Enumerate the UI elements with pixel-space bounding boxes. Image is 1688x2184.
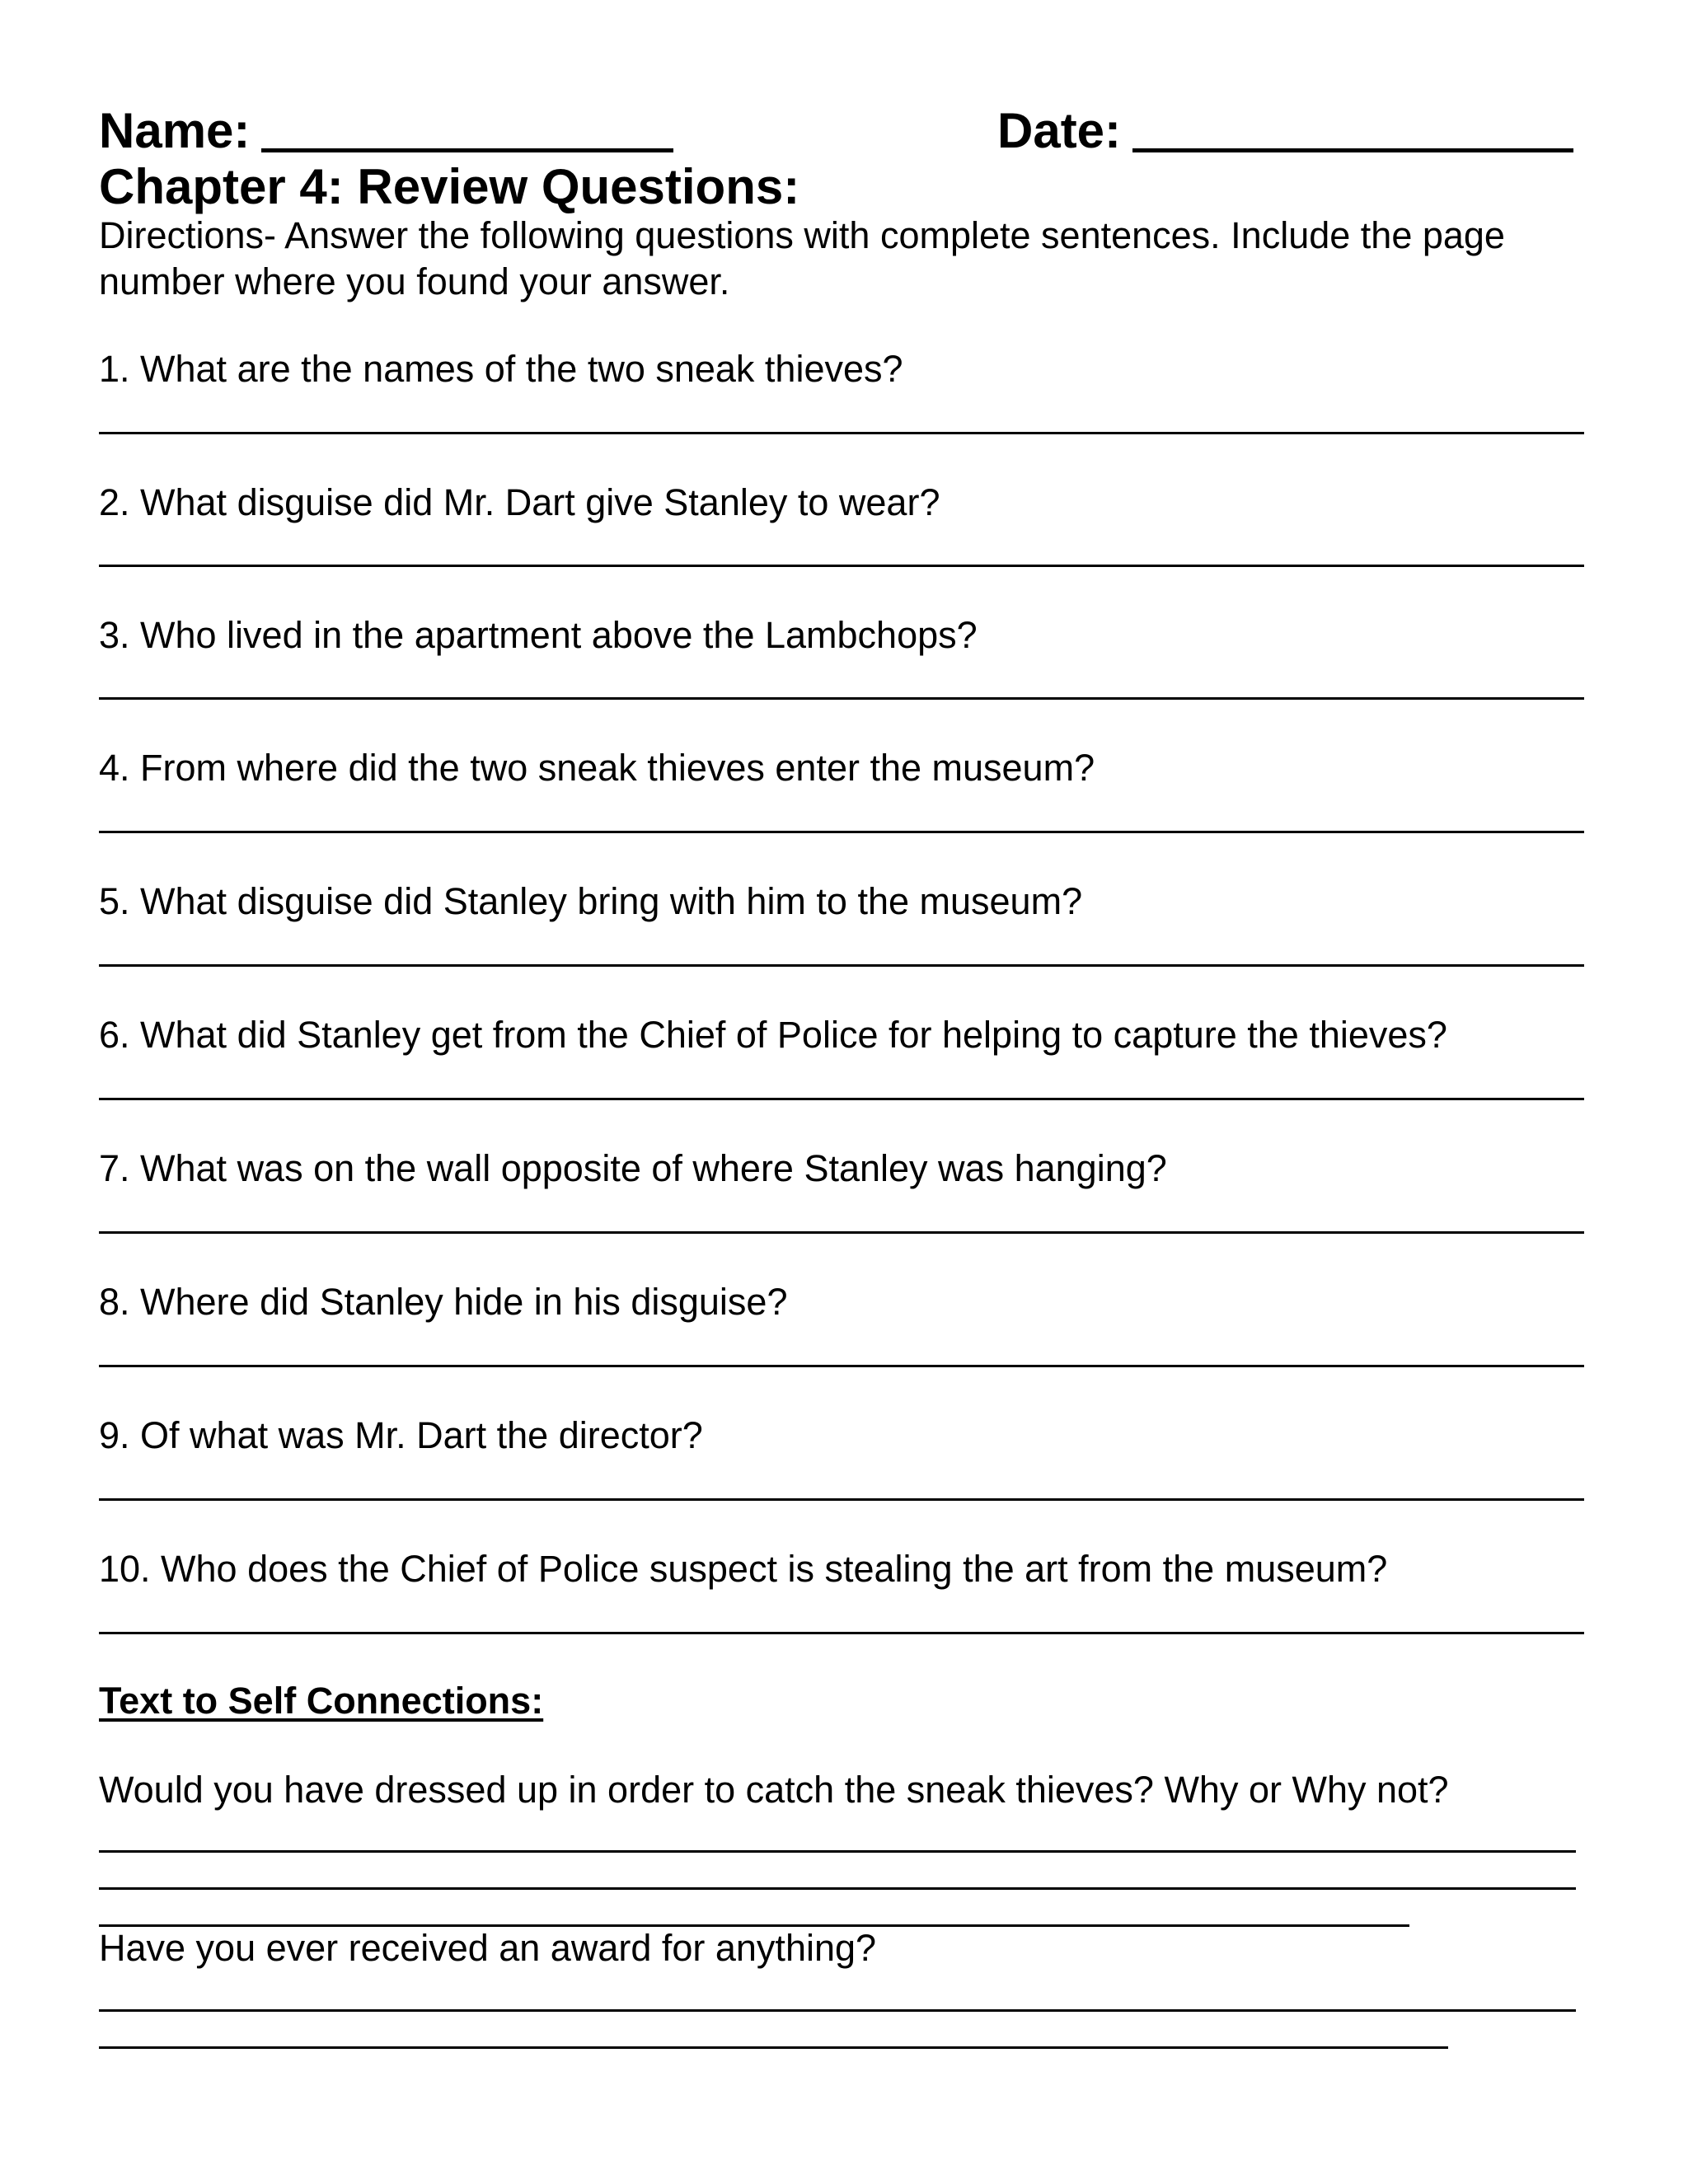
question-2: 2. What disguise did Mr. Dart give Stanley to wear? xyxy=(99,481,940,523)
answer-line-7[interactable] xyxy=(99,1231,1584,1234)
date-label: Date: xyxy=(997,103,1122,158)
connection-line-2a[interactable] xyxy=(99,2009,1576,2012)
page-title: Chapter 4: Review Questions: xyxy=(99,159,800,214)
directions-text: Directions- Answer the following questions with complete sentences. Include the page number where you found your answer. xyxy=(99,214,1505,302)
name-field xyxy=(99,97,673,164)
connection-prompt-2: Have you ever received an award for anything? xyxy=(99,1927,877,1969)
date-blank[interactable] xyxy=(1132,97,1573,152)
question-6: 6. What did Stanley get from the Chief of Police for helping to capture the thieves? xyxy=(99,1014,1447,1056)
answer-line-9[interactable] xyxy=(99,1498,1584,1501)
connections-heading: Text to Self Connections: xyxy=(99,1680,544,1722)
answer-line-4[interactable] xyxy=(99,831,1584,833)
question-1: 1. What are the names of the two sneak thieves? xyxy=(99,348,903,390)
date-field xyxy=(997,97,1573,164)
question-10: 10. Who does the Chief of Police suspect is stealing the art from the museum? xyxy=(99,1548,1388,1590)
answer-line-3[interactable] xyxy=(99,697,1584,700)
connection-line-1b[interactable] xyxy=(99,1887,1576,1890)
question-9: 9. Of what was Mr. Dart the director? xyxy=(99,1414,703,1456)
answer-line-5[interactable] xyxy=(99,964,1584,967)
answer-line-1[interactable] xyxy=(99,432,1584,434)
connection-line-1a[interactable] xyxy=(99,1850,1576,1853)
question-4: 4. From where did the two sneak thieves enter the museum? xyxy=(99,747,1095,789)
question-5: 5. What disguise did Stanley bring with him to the museum? xyxy=(99,880,1083,922)
connection-prompt-1: Would you have dressed up in order to catch the sneak thieves? Why or Why not? xyxy=(99,1769,1449,1811)
name-label: Name: xyxy=(99,103,251,158)
question-7: 7. What was on the wall opposite of where Stanley was hanging? xyxy=(99,1147,1167,1189)
answer-line-2[interactable] xyxy=(99,565,1584,567)
header-line xyxy=(99,97,1582,163)
name-blank[interactable] xyxy=(261,97,673,152)
question-3: 3. Who lived in the apartment above the Lambchops? xyxy=(99,614,978,656)
connection-line-2b[interactable] xyxy=(99,2046,1448,2049)
answer-line-6[interactable] xyxy=(99,1098,1584,1100)
answer-line-10[interactable] xyxy=(99,1632,1584,1634)
question-8: 8. Where did Stanley hide in his disguise? xyxy=(99,1281,788,1323)
answer-line-8[interactable] xyxy=(99,1365,1584,1367)
